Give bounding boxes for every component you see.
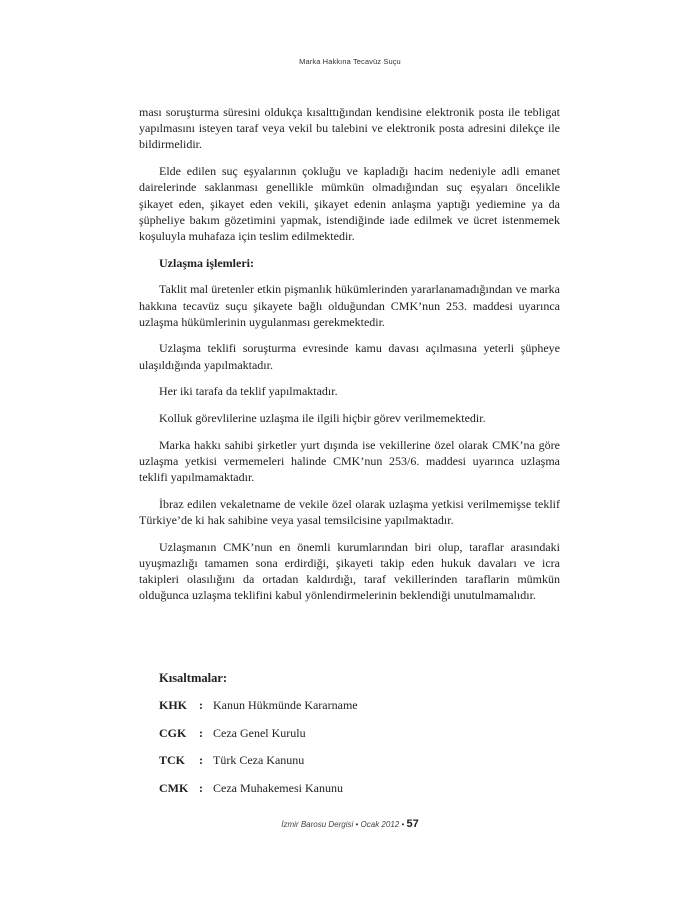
paragraph: Elde edilen suç eşyalarının çokluğu ve kapladığı hacim nedeniyle adli emanet dairelerinde saklanması genellikle mümkün olmadığından suç eşyaları öncelikle şikayet eden, şikayet eden vekili, şikayet edenin anlaşma yaptığı yediemine ya da şüpheliye bakım gözetimini yapmak, istendiğinde iade edilmek ve ücret istenmemek koşuluyla muhafaza için teslim edilmektedir. xyxy=(139,164,560,243)
abbreviation-row xyxy=(159,698,519,726)
abbreviation-value: Kanun Hükmünde Kararname xyxy=(213,698,358,712)
abbreviation-colon: : xyxy=(199,725,203,740)
abbreviation-key: CMK xyxy=(159,780,189,795)
paragraph: Her iki tarafa da teklif yapılmaktadır. xyxy=(159,384,338,399)
abbreviation-key: CGK xyxy=(159,725,187,740)
abbreviation-value: Ceza Muhakemesi Kanunu xyxy=(213,780,343,795)
body-text xyxy=(139,104,560,614)
paragraph: ması soruşturma süresini oldukça kısalttığından kendisine elektronik posta ile tebligat yapılmasını isteyen taraf veya vekil bu talebini ve elektronik posta adresini dilekçe ile bildirmelidir. xyxy=(139,105,560,152)
abbreviation-colon: : xyxy=(199,698,203,712)
abbreviation-value: Türk Ceza Kanunu xyxy=(213,753,305,767)
abbreviation-row xyxy=(159,781,519,809)
abbreviation-value: Ceza Genel Kurulu xyxy=(213,725,306,740)
section-heading: Uzlaşma işlemleri: xyxy=(159,255,254,270)
abbreviation-row xyxy=(159,753,519,781)
paragraph: Marka hakkı sahibi şirketler yurt dışında ise vekillerine özel olarak CMK’na göre uzlaşma yetkisi vermemeleri halinde CMK’nun 253/6. maddesi uyarınca uzlaşma teklifi yapılmamaktadır. xyxy=(139,437,560,485)
paragraph: Taklit mal üretenler etkin pişmanlık hükümlerinden yararlanamadığından ve marka hakkına tecavüz suçu şikayete bağlı olduğundan CMK’nun 253. maddesi uyarınca uzlaşma hükümlerinin uygulanması gerekmektedir. xyxy=(139,282,560,329)
page-number: 57 xyxy=(406,818,419,830)
abbreviation-key: TCK xyxy=(159,753,186,767)
abbreviations-title: Kısaltmalar: xyxy=(159,671,228,685)
page-footer xyxy=(0,818,700,830)
abbreviations-section xyxy=(159,671,519,808)
abbreviation-row xyxy=(159,726,519,754)
journal-name: İzmir Barosu Dergisi • Ocak 2012 • xyxy=(281,820,405,829)
abbreviation-key: KHK xyxy=(159,698,188,712)
running-header: Marka Hakkına Tecavüz Suçu xyxy=(299,57,401,66)
paragraph: İbraz edilen vekaletname de vekile özel olarak uzlaşma yetkisi verilmemişse teklif Türkiye’de ki hak sahibine veya yasal temsilcisine yapılmaktadır. xyxy=(139,496,560,528)
paragraph: Uzlaşmanın CMK’nun en önemli kurumlarından biri olup, taraflar arasındaki uyuşmazlığı tamamen sona erdirdiği, şikayeti takip eden hukuk davaları ve icra takipleri olasılığını da ortadan kaldırdığı, taraf vekillerinden taraflarin mümkün olduğunca uzlaşma teklifini kabul yönlendirmelerinin beklendiği unutulmamalıdır. xyxy=(139,539,560,603)
abbreviation-colon: : xyxy=(199,753,203,767)
paragraph: Uzlaşma teklifi soruşturma evresinde kamu davası açılmasına yeterli şüpheye ulaşıldığında yapılmaktadır. xyxy=(139,341,560,372)
abbreviation-colon: : xyxy=(199,780,203,795)
paragraph: Kolluk görevlilerine uzlaşma ile ilgili hiçbir görev verilmemektedir. xyxy=(159,411,486,426)
